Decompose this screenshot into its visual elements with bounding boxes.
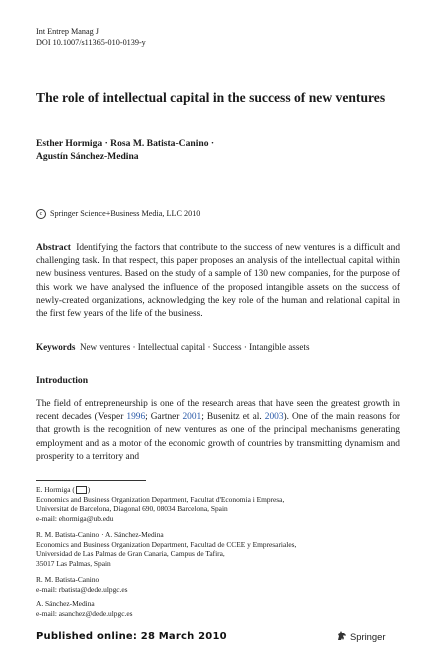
footnote-email[interactable]: e-mail: rbatista@dede.ulpgc.es [36,584,128,594]
footnote-divider [36,480,146,481]
footnote-city: 35017 Las Palmas, Spain [36,558,111,568]
footnote-address: Universidad de Las Palmas de Gran Canaria, Campus de Tafira, [36,549,225,559]
footnote-department: Economics and Business Organization Department, Facultad de CCEE y Empresariales, [36,539,297,549]
intro-text-2: ; Gartner [145,412,183,423]
published-date: Published online: 28 March 2010 [36,631,227,642]
publisher-name: Springer [350,630,386,642]
copyright-line [36,209,200,219]
paper-title: The role of intellectual capital in the success of new ventures [36,90,386,105]
journal-name: Int Entrep Manag J [36,27,99,36]
author-list [36,138,214,163]
footnote-department: Economics and Business Organization Department, Facultat d'Economia i Empresa, [36,494,285,504]
keywords-text: New ventures · Intellectual capital · Success · Intangible assets [79,342,310,352]
author-line-2: Agustín Sánchez-Medina [36,150,139,162]
footnote-corresponding-author [36,485,400,523]
footnote-email[interactable]: e-mail: asanchez@dede.ulpgc.es [36,608,133,618]
journal-header [36,26,146,48]
intro-text-4: ). One of the main reasons for that growth is the recognition of new ventures as one of the principal mechanisms generating employment and as a motor of the economic growth of countries by transmitting dynamism and prosperity to a territory and [36,412,401,462]
springer-horse-icon [336,630,348,642]
keywords-label: Keywords [36,342,76,352]
abstract-text: Identifying the factors that contribute to the success of new ventures is a difficult and challenging task. In that respect, this paper proposes an analysis of the intellectual capital within new business ventures. Based on the study of a sample of 130 new companies, for the purpose of this work we have analysed the influence of the proposed intangible assets on the success of newly-created organizations, acknowledging the key role of the human and relational capital in the first few years of the life of the business. [36,243,401,320]
citation-link[interactable]: 2001 [182,412,202,423]
citation-link[interactable]: 2003 [264,412,284,423]
intro-text-3: ; Busenitz et al. [201,412,265,423]
footnote-coauthors [36,530,400,568]
footnote-author: E. Hormiga ( [36,485,75,494]
doi[interactable]: DOI 10.1007/s11365-010-0139-y [36,38,146,47]
footnote-author: R. M. Batista-Canino · A. Sánchez-Medina [36,530,164,539]
footnote-email[interactable]: e-mail: ehormiga@ub.edu [36,513,114,523]
abstract [36,242,400,321]
footnote-sanchez [36,599,400,618]
envelope-icon [76,486,87,494]
abstract-label: Abstract [36,243,71,253]
footnote-author-close: ) [87,485,91,494]
copyright-text: Springer Science+Business Media, LLC 2010 [50,209,201,218]
keywords [36,341,400,353]
intro-text-1: The field of entrepreneurship is one of the research areas that have seen the greatest growth in recent decades (Vesper [36,399,400,423]
section-heading-introduction: Introduction [36,375,89,386]
footnote-address: Universitat de Barcelona, Diagonal 690, 08034 Barcelona, Spain [36,504,228,514]
footnote-batista [36,575,400,594]
author-line-1: Esther Hormiga · Rosa M. Batista-Canino · [36,138,215,149]
introduction-paragraph [36,398,400,464]
citation-link[interactable]: 1996 [126,412,146,423]
footnote-author: A. Sánchez-Medina [36,599,95,608]
footnote-author: R. M. Batista-Canino [36,575,100,584]
publisher-logo [336,630,385,642]
copyright-icon: c [36,209,46,219]
